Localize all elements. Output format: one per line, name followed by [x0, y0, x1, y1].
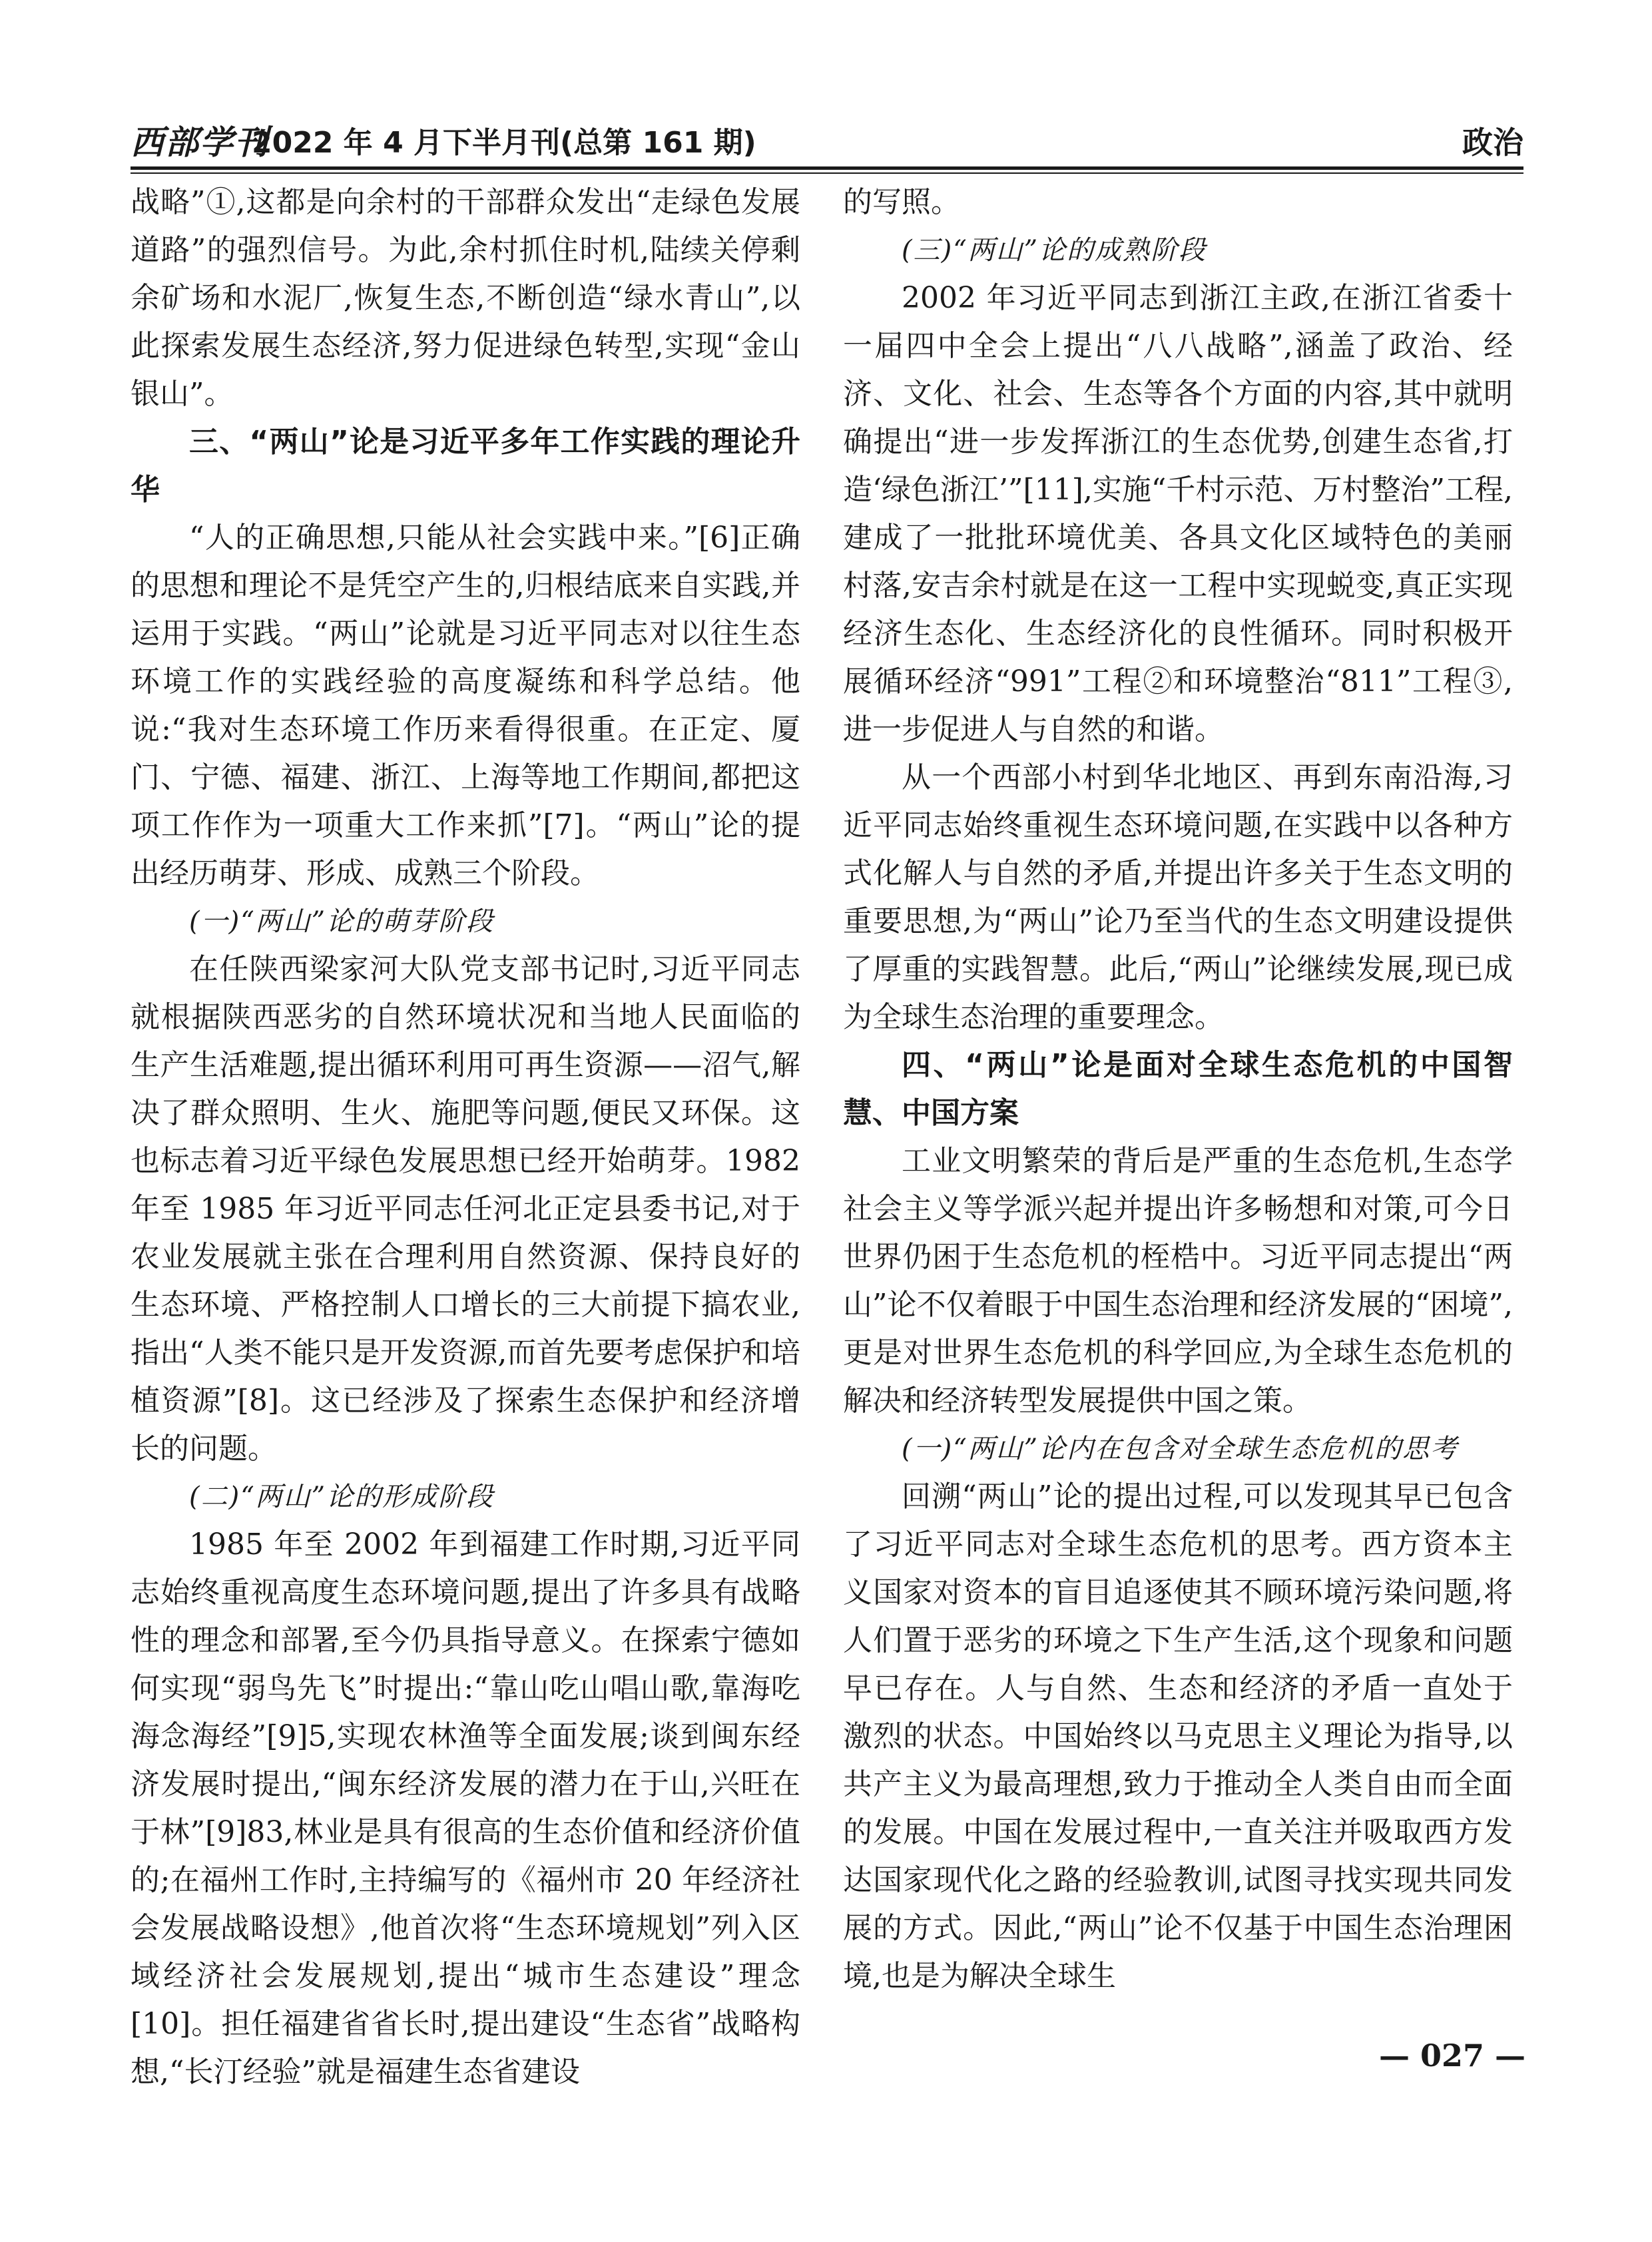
issue-info: 2022 年 4 月下半月刊(总第 161 期)	[252, 126, 756, 160]
paragraph: 在任陕西梁家河大队党支部书记时,习近平同志就根据陕西恶劣的自然环境状况和当地人民面临的生产生活难题,提出循环利用可再生资源——沼气,解决了群众照明、生火、施肥等问题,便民又环保。这也标志着习近平绿色发展思想已经开始萌芽。1982 年至 1985 年习近平同志任河北正定县委书记,对于农业发展就主张在合理利用自然资源、保持良好的生态环境、严格控制人口增长的三大前提下搞农业,指出“人类不能只是开发资源,而首先要考虑保护和培植资源”[8]。这已经涉及了探索生态保护和经济增长的问题。	[131, 952, 800, 1466]
paragraph: 工业文明繁荣的背后是严重的生态危机,生态学社会主义等学派兴起并提出许多畅想和对策,可今日世界仍困于生态危机的桎梏中。习近平同志提出“两山”论不仅着眼于中国生态治理和经济发展的“困境”,更是对世界生态危机的科学回应,为全球生态危机的解决和经济转型发展提供中国之策。	[843, 1144, 1513, 1418]
subsection-heading: (一)“两山”论的萌芽阶段	[189, 906, 495, 937]
paragraph: 1985 年至 2002 年到福建工作时期,习近平同志始终重视高度生态环境问题,提出了许多具有战略性的理念和部署,至今仍具指导意义。在探索宁德如何实现“弱鸟先飞”时提出:“靠山吃山唱山歌,靠海吃海念海经”[9]5,实现农林渔等全面发展;谈到闽东经济发展时提出,“闽东经济发展的潜力在于山,兴旺在于林”[9]83,林业是具有很高的生态价值和经济价值的;在福州工作时,主持编写的《福州市 20 年经济社会发展战略设想》,他首次将“生态环境规划”列入区域经济社会发展规划,提出“城市生态建设”理念[10]。担任福建省省长时,提出建设“生态省”战略构想,“长汀经验”就是福建生态省建设	[131, 1528, 800, 2089]
page-header	[131, 112, 1523, 166]
paragraph: “人的正确思想,只能从社会实践中来。”[6]正确的思想和理论不是凭空产生的,归根结底来自实践,并运用于实践。“两山”论就是习近平同志对以往生态环境工作的实践经验的高度凝练和科学总结。他说:“我对生态环境工作历来看得很重。在正定、厦门、宁德、福建、浙江、上海等地工作期间,都把这项工作作为一项重大工作来抓”[7]。“两山”论的提出经历萌芽、形成、成熟三个阶段。	[131, 521, 800, 890]
section-name: 政治	[1462, 125, 1523, 160]
subsection-heading: (二)“两山”论的形成阶段	[189, 1482, 495, 1512]
paragraph: 战略”①,这都是向余村的干部群众发出“走绿色发展道路”的强烈信号。为此,余村抓住时机,陆续关停剩余矿场和水泥厂,恢复生态,不断创造“绿水青山”,以此探索发展生态经济,努力促进绿色转型,实现“金山银山”。	[131, 185, 800, 411]
paragraph: 2002 年习近平同志到浙江主政,在浙江省委十一届四中全会上提出“八八战略”,涵盖了政治、经济、文化、社会、生态等各个方面的内容,其中就明确提出“进一步发挥浙江的生态优势,创建生态省,打造‘绿色浙江’”[11],实施“千村示范、万村整治”工程,建成了一批批环境优美、各具文化区域特色的美丽村落,安吉余村就是在这一工程中实现蜕变,真正实现经济生态化、生态经济化的良性循环。同时积极开展循环经济“991”工程②和环境整治“811”工程③,进一步促进人与自然的和谐。	[843, 281, 1513, 746]
paragraph: 回溯“两山”论的提出过程,可以发现其早已包含了习近平同志对全球生态危机的思考。西方资本主义国家对资本的盲目追逐使其不顾环境污染问题,将人们置于恶劣的环境之下生产生活,这个现象和问题早已存在。人与自然、生态和经济的矛盾一直处于激烈的状态。中国始终以马克思主义理论为指导,以共产主义为最高理想,致力于推动全人类自由而全面的发展。中国在发展过程中,一直关注并吸取西方发达国家现代化之路的经验教训,试图寻找实现共同发展的方式。因此,“两山”论不仅基于中国生态治理困境,也是为解决全球生	[843, 1480, 1513, 1993]
subsection-heading: (一)“两山”论内在包含对全球生态危机的思考	[902, 1434, 1459, 1464]
paragraph: 从一个西部小村到华北地区、再到东南沿海,习近平同志始终重视生态环境问题,在实践中以各种方式化解人与自然的矛盾,并提出许多关于生态文明的重要思想,为“两山”论乃至当代的生态文明建设提供了厚重的实践智慧。此后,“两山”论继续发展,现已成为全球生态治理的重要理念。	[843, 760, 1513, 1034]
header-rule	[131, 166, 1523, 170]
subsection-heading: (三)“两山”论的成熟阶段	[902, 235, 1207, 266]
page-number: — 027 —	[1378, 2038, 1525, 2074]
left-column	[131, 178, 800, 2096]
journal-logo: 西部学刊	[131, 123, 269, 162]
header-rule-thin	[131, 172, 1523, 174]
section-heading: 四、“两山”论是面对全球生态危机的中国智慧、中国方案	[843, 1048, 1513, 1130]
paragraph: 的写照。	[843, 185, 960, 219]
section-heading: 三、“两山”论是习近平多年工作实践的理论升华	[131, 425, 800, 507]
right-column	[843, 178, 1513, 2000]
